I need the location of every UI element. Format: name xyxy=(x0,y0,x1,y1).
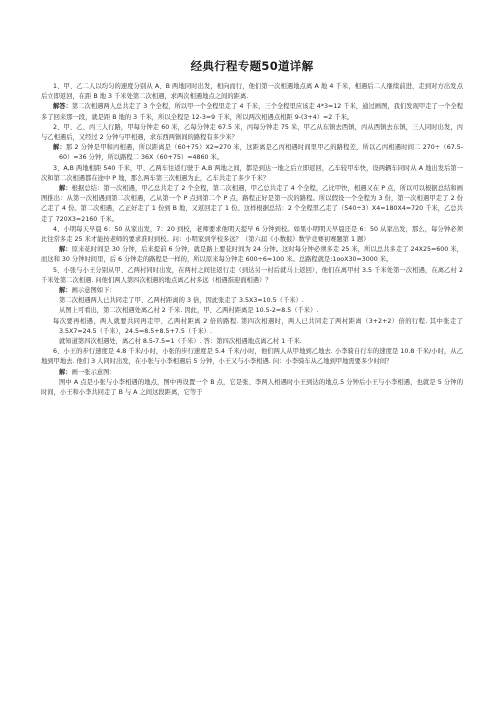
paragraph-text: 4、小明每天早晨 6：50 从家出发，7：20 到校，老师要求他明天提早 6 分钟到校。如果小明明天早晨还是 6：50 从家出发，那么，每分钟必须比往常多走 25 米才能按老师的要求准时到校。问：小明家到学校多远？（第六届《小数报》数学竞赛初赛题第 1 题） xyxy=(41,225,463,244)
paragraph xyxy=(41,296,463,306)
paragraph xyxy=(41,123,463,143)
paragraph-text: 1、甲、乙二人以均匀的速度分别从 A、B 两地同时出发，相向而行，他们第一次相遇地点离 A 地 4 千米，相遇后二人继续前进，走到对方出发点后立即返回，在距 B 地 3 千米处第二次相遇，求两次相遇地点之间的距离. xyxy=(41,83,463,101)
paragraph-text: 第二次相遇两人总共走了 3 个全程，所以甲一个全程里走了 4 千米，三个全程里应该走 4*3=12 千米，通过画图，我们发现甲走了一个全程多了回来那一段，就是距 B 地的 3 千米，所以全程是 12-3=9 千米，所以两次相遇点相距 9-(3+4）=2 千米。 xyxy=(41,103,463,121)
paragraph xyxy=(41,347,463,367)
paragraph xyxy=(41,82,463,102)
paragraph xyxy=(41,102,463,122)
paragraph xyxy=(41,368,463,378)
paragraph-text: 从图上可看出，第二次相遇处离乙村 2 千米. 因此，甲、乙两村距离是 10.5-2=8.5（千米）. xyxy=(59,307,319,315)
paragraph-text: 3、A,B 两地相距 540 千米，甲、乙两车往返行驶于 A,B 两地之间，都是到达一地之后立即返回，乙车较甲车快，设两辆车同时从 A 地出发后第一次和第二次相遇都在途中 P 地，那么两车第三次相遇为止，乙车共走了多少千米？ xyxy=(41,164,463,182)
paragraph-text: 就知道第四次相遇处，离乙村 8.5-7.5=1（千米）. 答：第四次相遇地点离乙村 1 千米. xyxy=(59,338,302,346)
paragraph xyxy=(41,337,463,347)
paragraph xyxy=(41,266,463,286)
paragraph-text: 原来花时间是 30 分钟，后来提前 6 分钟，就是路上要花时间为 24 分钟。这时每分钟必须多走 25 米，所以总共多走了 24X25=600 米，而这和 30 分钟时间里，后 6 分钟走的路程是一样的，所以原来每分钟走 600÷6=100 米。总路程就是:1ooX30=3000 米。 xyxy=(41,246,463,264)
answer-label: 解： xyxy=(59,287,72,295)
paragraph xyxy=(41,164,463,184)
paragraph xyxy=(41,245,463,265)
paragraph-text: 根据总结：第一次相遇，甲乙总共走了 2 个全程，第二次相遇，甲乙总共走了 4 个全程，乙比甲快，相遇又在 P 点，所以可以根据总结和画图推出：从第一次相遇到第二次相遇，乙从第一个 P 点到第二个 P 点，路程正好是第一次的路程。所以假设一个全程为 3 份，第一次相遇甲走了 2 份乙走了 4 份。第二次相遇，乙正好走了 1 份到 B 地，又返回走了 1 份。这样根据总结：2 个全程里乙走了（540÷3）X4=180X4=720 千米，乙总共走了 720X3=2160 千米。 xyxy=(41,185,463,223)
paragraph-text: 6、小王的步行速度是 4.8 千米/小时，小张的步行速度是 5.4 千米/小时，他们两人从甲地到乙地去. 小李骑自行车的速度是 10.8 千米/小时，从乙地到甲地去. 他们 3 人同时出发，在小张与小李相遇后 5 分钟，小王又与小李相遇. 问：小李骑车从乙地到甲地需要多少时间？ xyxy=(41,348,463,366)
paragraph xyxy=(41,286,463,296)
paragraph xyxy=(41,143,463,163)
paragraph-text: 每次要再相遇，两人就要共同再走甲、乙两村距离 2 倍的路程. 第四次相遇时，两人已共同走了两村距离（3+2+2）倍的行程. 其中张走了 3.5X7=24.5（千米），24.5=8.5+8.5+7.5（千米）. xyxy=(53,317,463,335)
paragraph xyxy=(41,317,463,337)
paragraph-text: 2、甲、乙、丙三人行路，甲每分钟走 60 米，乙每分钟走 67.5 米，丙每分钟走 75 米，甲乙从东镇去西镇，丙从西镇去东镇，三人同时出发，丙与乙相遇后，又经过 2 分钟与甲相遇，求东西两镇间的路程有多少米？ xyxy=(41,123,463,142)
paragraph-text: 5、小张与小王分别从甲、乙两村同时出发，在两村之间往返行走（到达另一村后就马上返回），他们在离甲村 3.5 千米处第一次相遇，在离乙村 2 千米处第二次相遇. 问他们两人第四次相遇的地点离乙村多远（相遇指迎面相遇）？ xyxy=(41,266,463,284)
paragraph-text: 第二次相遇两人已共同走了甲、乙两村距离的 3 倍，因此张走了 3.5X3=10.5（千米）. xyxy=(59,297,304,305)
paragraph-text: 图中 A 点是小张与小李相遇的地点，图中再设置一个 B 点，它是张、李两人相遇时小王到达的地点.5 分钟后小王与小李相遇，也就是 5 分钟的时间，小王和小李共同走了 B 与 A 之间这段距离，它等于 xyxy=(41,378,463,397)
answer-label: 解： xyxy=(59,368,72,376)
answer-label: 解： xyxy=(53,144,66,152)
answer-label: 解答： xyxy=(53,103,72,111)
answer-label: 解： xyxy=(59,246,72,254)
document-body xyxy=(41,82,463,398)
paragraph-text: 那 2 分钟是甲和丙相遇，所以距离是（60+75）X2=270 米，这距离是乙丙相遇时间里甲乙的路程差，所以乙丙相遇时间二 270÷（67.5-60）=36 分钟，所以路程二 36X（60+75）=4860 米。 xyxy=(59,144,463,162)
paragraph xyxy=(41,184,463,225)
paragraph xyxy=(41,378,463,398)
paragraph xyxy=(41,306,463,316)
paragraph xyxy=(41,225,463,245)
paragraph-text: 画一张示意图： xyxy=(71,368,116,376)
document-title: 经典行程专题50道详解 xyxy=(190,59,314,73)
paragraph-text: 画示意图如下： xyxy=(71,287,116,295)
answer-label: 解： xyxy=(59,185,72,193)
